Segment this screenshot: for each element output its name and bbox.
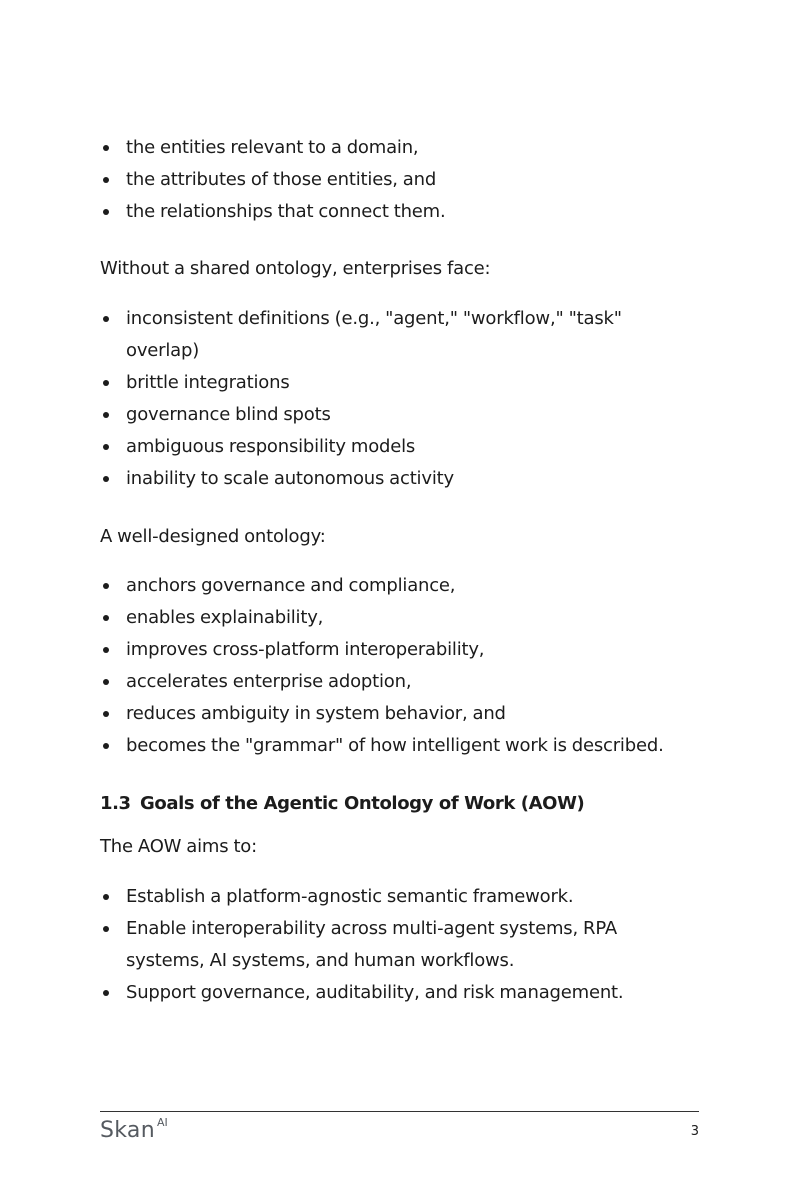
list-item: improves cross-platform interoperability, <box>100 634 700 666</box>
logo-text: Skan <box>100 1118 155 1143</box>
list-item: the attributes of those entities, and <box>100 164 700 196</box>
section-number: 1.3 <box>100 793 131 814</box>
paragraph-without-ontology: Without a shared ontology, enterprises face: <box>100 258 491 279</box>
skan-ai-logo <box>100 1118 168 1148</box>
list-item: becomes the "grammar" of how intelligent work is described. <box>100 730 700 762</box>
list-item: reduces ambiguity in system behavior, and <box>100 698 700 730</box>
section-heading <box>100 788 584 820</box>
list-item: the entities relevant to a domain, <box>100 132 700 164</box>
section-title: Goals of the Agentic Ontology of Work (AOW) <box>140 793 585 814</box>
list-item: Establish a platform-agnostic semantic framework. <box>100 881 700 913</box>
page-number: 3 <box>690 1124 699 1139</box>
logo-superscript: AI <box>156 1116 168 1129</box>
list-item: inability to scale autonomous activity <box>100 463 700 495</box>
list-item: inconsistent definitions (e.g., "agent," "workflow," "task" overlap) <box>100 303 626 367</box>
goals-list <box>100 881 700 1009</box>
problems-list <box>100 303 700 495</box>
list-item: governance blind spots <box>100 399 700 431</box>
paragraph-well-designed: A well-designed ontology: <box>100 526 326 547</box>
list-item: brittle integrations <box>100 367 700 399</box>
paragraph-aow-aims: The AOW aims to: <box>100 836 257 857</box>
entities-list <box>100 132 700 228</box>
list-item: anchors governance and compliance, <box>100 570 700 602</box>
list-item: ambiguous responsibility models <box>100 431 700 463</box>
list-item: accelerates enterprise adoption, <box>100 666 700 698</box>
list-item: Enable interoperability across multi-agent systems, RPA systems, AI systems, and human workflows. <box>100 913 656 977</box>
footer-divider <box>100 1111 699 1112</box>
list-item: enables explainability, <box>100 602 700 634</box>
benefits-list <box>100 570 700 762</box>
list-item: the relationships that connect them. <box>100 196 700 228</box>
list-item: Support governance, auditability, and risk management. <box>100 977 700 1009</box>
